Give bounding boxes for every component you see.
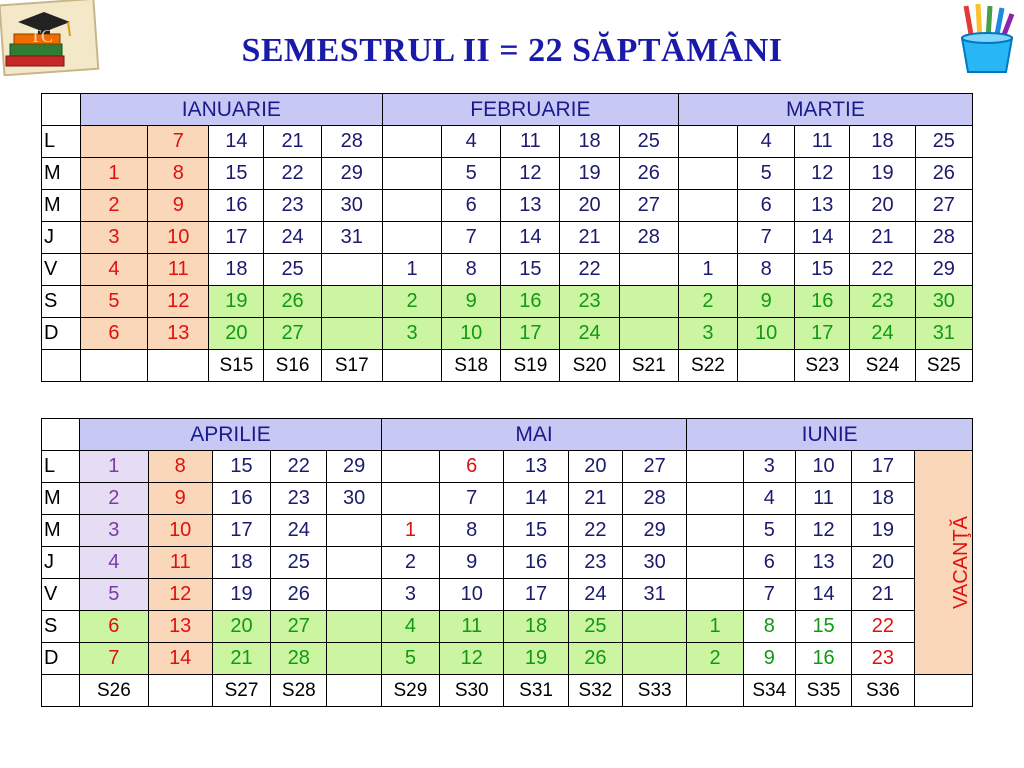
date-cell: 18 <box>852 483 914 515</box>
date-cell: 18 <box>560 126 619 158</box>
date-cell: 6 <box>440 451 504 483</box>
week-row <box>42 350 973 382</box>
date-cell: 17 <box>852 451 914 483</box>
date-cell: 28 <box>619 222 678 254</box>
date-cell: 17 <box>504 579 568 611</box>
date-cell: 23 <box>560 286 619 318</box>
date-cell: 11 <box>440 611 504 643</box>
date-cell: 2 <box>687 643 743 675</box>
date-cell: 22 <box>850 254 915 286</box>
date-cell: 11 <box>795 483 851 515</box>
day-letter: S <box>42 611 80 643</box>
date-cell: 7 <box>442 222 501 254</box>
date-cell: 12 <box>795 515 851 547</box>
date-cell: 15 <box>212 451 270 483</box>
day-row <box>42 611 973 643</box>
date-cell: 20 <box>852 547 914 579</box>
empty-cell <box>327 579 381 611</box>
empty-cell <box>327 547 381 579</box>
date-cell: 18 <box>212 547 270 579</box>
week-label: S17 <box>321 350 382 382</box>
week-label: S30 <box>440 675 504 707</box>
date-cell: 26 <box>271 579 327 611</box>
date-cell: 25 <box>568 611 622 643</box>
date-cell: 7 <box>440 483 504 515</box>
date-cell: 5 <box>743 515 795 547</box>
date-cell: 3 <box>743 451 795 483</box>
date-cell: 21 <box>560 222 619 254</box>
week-label: S21 <box>619 350 678 382</box>
date-cell: 27 <box>619 190 678 222</box>
empty-cell <box>738 350 795 382</box>
date-cell: 15 <box>501 254 560 286</box>
date-cell: 21 <box>568 483 622 515</box>
date-cell: 15 <box>209 158 264 190</box>
date-cell: 9 <box>442 286 501 318</box>
date-cell: 22 <box>264 158 321 190</box>
date-cell: 15 <box>504 515 568 547</box>
empty-cell <box>678 190 737 222</box>
date-cell: 12 <box>440 643 504 675</box>
calendar-table-jan-mar <box>41 93 973 382</box>
date-cell: 12 <box>795 158 850 190</box>
empty-cell <box>148 350 209 382</box>
date-cell: 14 <box>209 126 264 158</box>
empty-cell <box>619 286 678 318</box>
empty-cell <box>382 158 441 190</box>
month-header: IANUARIE <box>80 94 382 126</box>
date-cell: 8 <box>738 254 795 286</box>
date-cell: 17 <box>212 515 270 547</box>
day-letter: M <box>42 158 81 190</box>
day-letter: V <box>42 579 80 611</box>
week-label: S24 <box>850 350 915 382</box>
week-label: S18 <box>442 350 501 382</box>
date-cell: 21 <box>264 126 321 158</box>
date-cell: 17 <box>209 222 264 254</box>
date-cell: 27 <box>622 451 686 483</box>
date-cell: 19 <box>850 158 915 190</box>
date-cell: 25 <box>915 126 972 158</box>
date-cell: 1 <box>678 254 737 286</box>
week-label: S15 <box>209 350 264 382</box>
month-header: IUNIE <box>687 419 973 451</box>
date-cell: 23 <box>850 286 915 318</box>
date-cell: 29 <box>327 451 381 483</box>
date-cell: 1 <box>381 515 439 547</box>
empty-cell <box>321 254 382 286</box>
week-label: S19 <box>501 350 560 382</box>
day-letter: J <box>42 547 80 579</box>
week-label: S25 <box>915 350 972 382</box>
corner-cell <box>42 94 81 126</box>
week-label: S34 <box>743 675 795 707</box>
day-row <box>42 286 973 318</box>
svg-text:TC: TC <box>30 26 54 46</box>
week-label: S16 <box>264 350 321 382</box>
date-cell: 14 <box>795 579 851 611</box>
date-cell: 17 <box>501 318 560 350</box>
day-letter: L <box>42 451 80 483</box>
date-cell: 27 <box>271 611 327 643</box>
date-cell: 18 <box>504 611 568 643</box>
date-cell: 9 <box>440 547 504 579</box>
date-cell: 19 <box>504 643 568 675</box>
date-cell: 16 <box>504 547 568 579</box>
empty-cell <box>622 611 686 643</box>
date-cell: 9 <box>738 286 795 318</box>
date-cell: 9 <box>148 190 209 222</box>
date-cell: 16 <box>209 190 264 222</box>
week-label: S36 <box>852 675 914 707</box>
date-cell: 23 <box>264 190 321 222</box>
empty-cell <box>687 547 743 579</box>
empty-cell <box>327 515 381 547</box>
date-cell: 7 <box>148 126 209 158</box>
date-cell: 23 <box>568 547 622 579</box>
day-row <box>42 579 973 611</box>
date-cell: 20 <box>850 190 915 222</box>
date-cell: 13 <box>148 611 212 643</box>
date-cell: 5 <box>80 579 148 611</box>
vacation-label <box>914 451 972 675</box>
empty-cell <box>381 451 439 483</box>
week-label: S22 <box>678 350 737 382</box>
week-label: S20 <box>560 350 619 382</box>
date-cell: 11 <box>148 547 212 579</box>
date-cell: 4 <box>743 483 795 515</box>
date-cell: 31 <box>321 222 382 254</box>
date-cell: 2 <box>381 547 439 579</box>
empty-cell <box>321 286 382 318</box>
date-cell: 29 <box>915 254 972 286</box>
date-cell: 20 <box>212 611 270 643</box>
date-cell: 13 <box>148 318 209 350</box>
date-cell: 25 <box>271 547 327 579</box>
date-cell: 7 <box>80 643 148 675</box>
date-cell: 28 <box>915 222 972 254</box>
date-cell: 8 <box>743 611 795 643</box>
day-row <box>42 515 973 547</box>
month-header: MAI <box>381 419 687 451</box>
empty-cell <box>327 643 381 675</box>
date-cell: 2 <box>80 483 148 515</box>
date-cell: 1 <box>687 611 743 643</box>
week-label: S26 <box>80 675 148 707</box>
date-cell: 17 <box>795 318 850 350</box>
date-cell: 29 <box>622 515 686 547</box>
date-cell: 24 <box>560 318 619 350</box>
empty-cell <box>382 126 441 158</box>
day-row <box>42 451 973 483</box>
day-row <box>42 547 973 579</box>
empty-cell <box>687 579 743 611</box>
date-cell: 20 <box>568 451 622 483</box>
date-cell: 6 <box>80 611 148 643</box>
empty-cell <box>687 515 743 547</box>
empty-cell <box>687 675 743 707</box>
date-cell: 5 <box>381 643 439 675</box>
date-cell: 4 <box>80 254 147 286</box>
date-cell: 26 <box>568 643 622 675</box>
empty-cell <box>914 675 972 707</box>
week-label: S35 <box>795 675 851 707</box>
date-cell: 10 <box>795 451 851 483</box>
date-cell: 21 <box>850 222 915 254</box>
date-cell: 16 <box>795 286 850 318</box>
date-cell: 6 <box>743 547 795 579</box>
empty-cell <box>382 222 441 254</box>
date-cell: 22 <box>568 515 622 547</box>
date-cell: 16 <box>212 483 270 515</box>
day-letter: S <box>42 286 81 318</box>
date-cell: 30 <box>321 190 382 222</box>
date-cell: 10 <box>738 318 795 350</box>
month-header-row <box>42 419 973 451</box>
empty-cell <box>327 675 381 707</box>
date-cell: 5 <box>442 158 501 190</box>
date-cell: 28 <box>271 643 327 675</box>
date-cell: 10 <box>148 222 209 254</box>
date-cell: 6 <box>738 190 795 222</box>
date-cell: 20 <box>560 190 619 222</box>
date-cell: 14 <box>795 222 850 254</box>
date-cell: 28 <box>321 126 382 158</box>
day-letter: D <box>42 643 80 675</box>
empty-cell <box>382 190 441 222</box>
date-cell: 21 <box>212 643 270 675</box>
date-cell: 12 <box>501 158 560 190</box>
date-cell: 22 <box>852 611 914 643</box>
date-cell: 21 <box>852 579 914 611</box>
date-cell: 5 <box>738 158 795 190</box>
date-cell: 14 <box>148 643 212 675</box>
empty-cell <box>321 318 382 350</box>
date-cell: 3 <box>382 318 441 350</box>
date-cell: 1 <box>80 451 148 483</box>
empty-cell <box>678 126 737 158</box>
date-cell: 15 <box>795 254 850 286</box>
date-cell: 22 <box>560 254 619 286</box>
week-label: S27 <box>212 675 270 707</box>
day-row <box>42 158 973 190</box>
date-cell: 19 <box>560 158 619 190</box>
date-cell: 27 <box>915 190 972 222</box>
date-cell: 14 <box>501 222 560 254</box>
date-cell: 7 <box>743 579 795 611</box>
corner-cell <box>42 419 80 451</box>
day-letter: M <box>42 515 80 547</box>
empty-cell <box>687 483 743 515</box>
empty-cell <box>80 126 147 158</box>
empty-cell <box>80 350 147 382</box>
week-label: S32 <box>568 675 622 707</box>
day-letter: D <box>42 318 81 350</box>
date-cell: 19 <box>209 286 264 318</box>
date-cell: 2 <box>80 190 147 222</box>
date-cell: 3 <box>678 318 737 350</box>
date-cell: 26 <box>619 158 678 190</box>
date-cell: 2 <box>382 286 441 318</box>
empty-cell <box>148 675 212 707</box>
date-cell: 18 <box>209 254 264 286</box>
date-cell: 12 <box>148 286 209 318</box>
date-cell: 13 <box>795 547 851 579</box>
month-header: FEBRUARIE <box>382 94 678 126</box>
date-cell: 24 <box>271 515 327 547</box>
vacation-text: VACANŢĂ <box>949 516 972 609</box>
empty-cell <box>687 451 743 483</box>
date-cell: 20 <box>209 318 264 350</box>
month-header: APRILIE <box>80 419 382 451</box>
date-cell: 30 <box>915 286 972 318</box>
empty-cell <box>678 158 737 190</box>
date-cell: 9 <box>148 483 212 515</box>
date-cell: 8 <box>148 158 209 190</box>
empty-cell <box>619 318 678 350</box>
date-cell: 28 <box>622 483 686 515</box>
date-cell: 24 <box>264 222 321 254</box>
month-header-row <box>42 94 973 126</box>
empty-cell <box>42 675 80 707</box>
day-letter: J <box>42 222 81 254</box>
date-cell: 24 <box>850 318 915 350</box>
date-cell: 3 <box>80 222 147 254</box>
date-cell: 14 <box>504 483 568 515</box>
date-cell: 15 <box>795 611 851 643</box>
date-cell: 11 <box>148 254 209 286</box>
date-cell: 7 <box>738 222 795 254</box>
date-cell: 4 <box>738 126 795 158</box>
date-cell: 23 <box>852 643 914 675</box>
day-letter: L <box>42 126 81 158</box>
date-cell: 11 <box>501 126 560 158</box>
date-cell: 31 <box>915 318 972 350</box>
date-cell: 2 <box>678 286 737 318</box>
date-cell: 16 <box>501 286 560 318</box>
date-cell: 23 <box>271 483 327 515</box>
date-cell: 16 <box>795 643 851 675</box>
date-cell: 10 <box>440 579 504 611</box>
day-row <box>42 190 973 222</box>
date-cell: 29 <box>321 158 382 190</box>
date-cell: 13 <box>795 190 850 222</box>
day-letter: M <box>42 483 80 515</box>
date-cell: 6 <box>80 318 147 350</box>
date-cell: 3 <box>381 579 439 611</box>
date-cell: 1 <box>382 254 441 286</box>
date-cell: 3 <box>80 515 148 547</box>
date-cell: 5 <box>80 286 147 318</box>
date-cell: 25 <box>619 126 678 158</box>
week-label: S29 <box>381 675 439 707</box>
date-cell: 26 <box>915 158 972 190</box>
empty-cell <box>42 350 81 382</box>
day-letter: M <box>42 190 81 222</box>
date-cell: 4 <box>381 611 439 643</box>
date-cell: 30 <box>327 483 381 515</box>
week-label: S33 <box>622 675 686 707</box>
date-cell: 31 <box>622 579 686 611</box>
date-cell: 9 <box>743 643 795 675</box>
date-cell: 22 <box>271 451 327 483</box>
date-cell: 12 <box>148 579 212 611</box>
week-row <box>42 675 973 707</box>
day-letter: V <box>42 254 81 286</box>
empty-cell <box>622 643 686 675</box>
date-cell: 19 <box>852 515 914 547</box>
date-cell: 27 <box>264 318 321 350</box>
date-cell: 10 <box>442 318 501 350</box>
page-title: SEMESTRUL II = 22 SĂPTĂMÂNI <box>241 32 783 69</box>
date-cell: 26 <box>264 286 321 318</box>
date-cell: 24 <box>568 579 622 611</box>
empty-cell <box>327 611 381 643</box>
date-cell: 30 <box>622 547 686 579</box>
empty-cell <box>678 222 737 254</box>
date-cell: 19 <box>212 579 270 611</box>
date-cell: 6 <box>442 190 501 222</box>
date-cell: 11 <box>795 126 850 158</box>
date-cell: 1 <box>80 158 147 190</box>
week-label: S31 <box>504 675 568 707</box>
date-cell: 8 <box>148 451 212 483</box>
date-cell: 8 <box>442 254 501 286</box>
day-row <box>42 643 973 675</box>
day-row <box>42 318 973 350</box>
day-row <box>42 483 973 515</box>
date-cell: 4 <box>80 547 148 579</box>
week-label: S23 <box>795 350 850 382</box>
month-header: MARTIE <box>678 94 972 126</box>
calendar-table-apr-jun <box>41 418 973 707</box>
date-cell: 8 <box>440 515 504 547</box>
empty-cell <box>381 483 439 515</box>
empty-cell <box>382 350 441 382</box>
date-cell: 25 <box>264 254 321 286</box>
date-cell: 13 <box>504 451 568 483</box>
date-cell: 4 <box>442 126 501 158</box>
date-cell: 13 <box>501 190 560 222</box>
day-row <box>42 254 973 286</box>
empty-cell <box>619 254 678 286</box>
day-row <box>42 222 973 254</box>
date-cell: 10 <box>148 515 212 547</box>
day-row <box>42 126 973 158</box>
week-label: S28 <box>271 675 327 707</box>
date-cell: 18 <box>850 126 915 158</box>
